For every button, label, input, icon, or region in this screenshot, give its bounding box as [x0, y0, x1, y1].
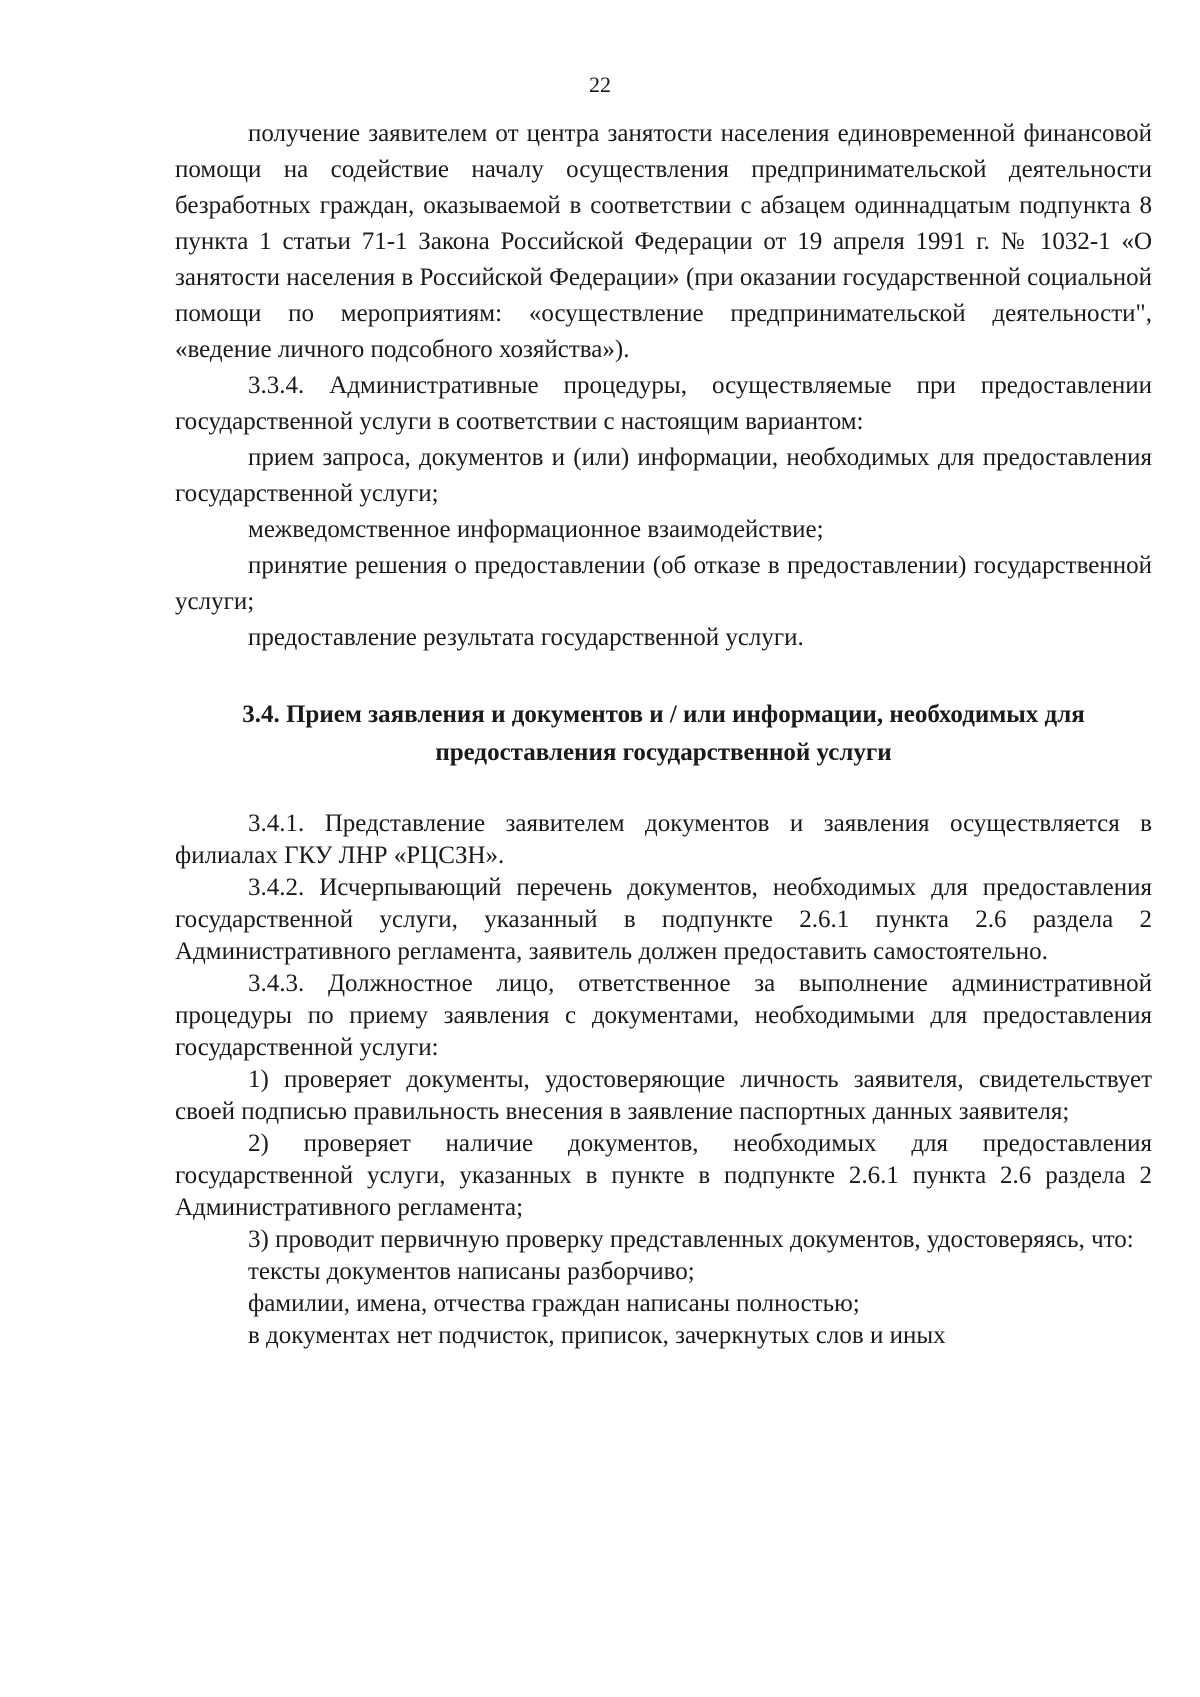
page-number: 22: [589, 72, 611, 97]
list-item: 2) проверяет наличие документов, необходимых для предоставления государственной услуги, указанных в пункте в подпункте 2.6.1 пункта 2.6 раздела 2 Административного регламента;: [175, 1130, 1152, 1221]
list-item: 3) проводит первичную проверку представленных документов, удостоверяясь, что:: [248, 1226, 1134, 1253]
paragraph: в документах нет подчисток, приписок, зачеркнутых слов и иных: [248, 1322, 946, 1349]
paragraph: принятие решения о предоставлении (об отказе в предоставлении) государственной услуги;: [175, 552, 1152, 615]
paragraph: 3.4.1. Представление заявителем документов и заявления осуществляется в филиалах ГКУ ЛНР «РЦСЗН».: [175, 810, 1152, 869]
paragraph: получение заявителем от центра занятости населения единовременной финансовой помощи на содействие началу осуществления предпринимательской деятельности безработных граждан, оказываемой в соответствии с абзацем одиннадцатым подпункта 8 пункта 1 статьи 71-1 Закона Российской Федерации от 19 апреля 1991 г. № 1032-1 «О занятости населения в Российской Федерации» (при оказании государственной социальной помощи по мероприятиям: «осуществление предпринимательской деятельности", «ведение личного подсобного хозяйства»).: [175, 120, 1152, 363]
paragraph: 3.4.3. Должностное лицо, ответственное за выполнение административной процедуры по приему заявления с документами, необходимыми для предоставления государственной услуги:: [175, 970, 1152, 1061]
paragraph: 3.4.2. Исчерпывающий перечень документов, необходимых для предоставления государственной услуги, указанный в подпункте 2.6.1 пункта 2.6 раздела 2 Административного регламента, заявитель должен предоставить самостоятельно.: [175, 874, 1152, 965]
paragraph: межведомственное информационное взаимодействие;: [248, 516, 824, 543]
section-heading: 3.4. Прием заявления и документов и / или информации, необходимых для предоставления государственной услуги: [242, 701, 1085, 766]
document-body: [175, 116, 1152, 1352]
paragraph: прием запроса, документов и (или) информации, необходимых для предоставления государственной услуги;: [175, 444, 1152, 507]
paragraph: 3.3.4. Административные процедуры, осуществляемые при предоставлении государственной услуги в соответствии с настоящим вариантом:: [175, 372, 1152, 435]
paragraph: предоставление результата государственной услуги.: [248, 624, 804, 651]
paragraph: тексты документов написаны разборчиво;: [248, 1258, 695, 1285]
list-item: 1) проверяет документы, удостоверяющие личность заявителя, свидетельствует своей подписью правильность внесения в заявление паспортных данных заявителя;: [175, 1066, 1152, 1125]
paragraph: фамилии, имена, отчества граждан написаны полностью;: [248, 1290, 860, 1317]
